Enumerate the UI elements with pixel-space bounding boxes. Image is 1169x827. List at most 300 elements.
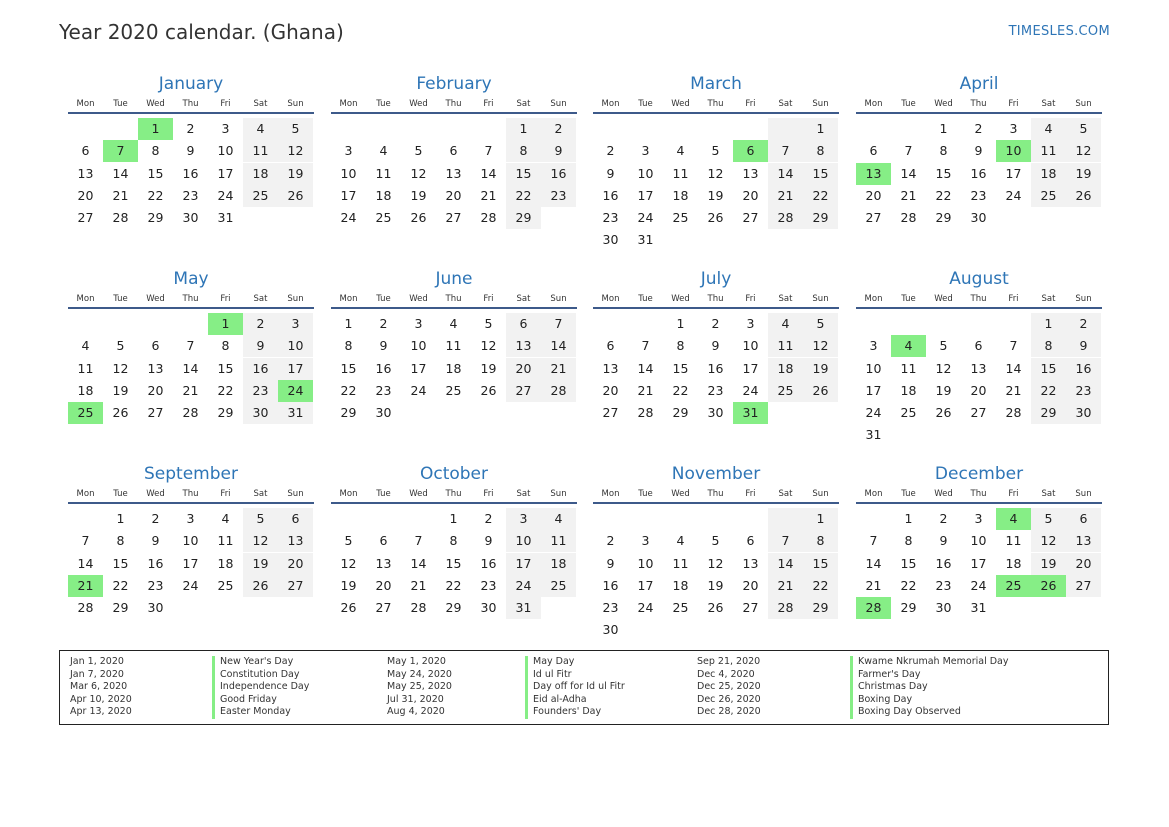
day-cell[interactable]: 3 — [641, 143, 650, 159]
day-cell[interactable]: 19 — [278, 163, 313, 185]
day-cell[interactable]: 16 — [602, 187, 619, 203]
day-cell[interactable]: 9 — [606, 165, 615, 181]
day-cell[interactable]: 12 — [1066, 140, 1101, 162]
day-cell[interactable]: 7 — [414, 533, 423, 549]
day-cell[interactable]: 12 — [480, 338, 497, 354]
day-cell[interactable]: 16 — [935, 555, 952, 571]
day-cell[interactable]: 16 — [970, 165, 987, 181]
day-cell[interactable]: 14 — [768, 553, 803, 575]
day-cell[interactable]: 8 — [803, 140, 838, 162]
day-cell[interactable]: 8 — [939, 143, 948, 159]
day-cell[interactable]: 26 — [480, 382, 497, 398]
day-cell[interactable]: 17 — [340, 187, 357, 203]
day-cell[interactable]: 20 — [742, 577, 759, 593]
day-cell[interactable]: 19 — [480, 360, 497, 376]
day-cell[interactable]: 28 — [182, 405, 199, 421]
day-cell[interactable]: 8 — [506, 140, 541, 162]
day-cell[interactable]: 17 — [637, 187, 654, 203]
day-cell[interactable]: 7 — [641, 338, 650, 354]
day-cell[interactable]: 22 — [1031, 380, 1066, 402]
day-cell[interactable]: 21 — [480, 187, 497, 203]
day-cell[interactable]: 3 — [344, 143, 353, 159]
day-cell[interactable]: 13 — [742, 165, 759, 181]
holiday-day-cell[interactable]: 6 — [733, 140, 768, 162]
day-cell[interactable]: 15 — [900, 555, 917, 571]
holiday-day-cell[interactable]: 31 — [733, 402, 768, 424]
day-cell[interactable]: 18 — [1005, 555, 1022, 571]
day-cell[interactable]: 18 — [77, 382, 94, 398]
day-cell[interactable]: 11 — [217, 533, 234, 549]
day-cell[interactable]: 5 — [711, 533, 720, 549]
day-cell[interactable]: 19 — [243, 553, 278, 575]
day-cell[interactable]: 30 — [480, 600, 497, 616]
day-cell[interactable]: 5 — [803, 313, 838, 335]
day-cell[interactable]: 28 — [410, 600, 427, 616]
day-cell[interactable]: 27 — [970, 405, 987, 421]
day-cell[interactable]: 2 — [974, 121, 983, 136]
day-cell[interactable]: 1 — [939, 121, 948, 136]
day-cell[interactable]: 9 — [243, 335, 278, 357]
day-cell[interactable]: 24 — [970, 577, 987, 593]
day-cell[interactable]: 27 — [506, 380, 541, 402]
day-cell[interactable]: 12 — [278, 140, 313, 162]
day-cell[interactable]: 20 — [375, 577, 392, 593]
day-cell[interactable]: 19 — [1066, 163, 1101, 185]
day-cell[interactable]: 15 — [147, 165, 164, 181]
day-cell[interactable]: 30 — [602, 232, 619, 248]
day-cell[interactable]: 11 — [77, 360, 94, 376]
day-cell[interactable]: 19 — [803, 358, 838, 380]
day-cell[interactable]: 2 — [243, 313, 278, 335]
day-cell[interactable]: 27 — [742, 600, 759, 616]
day-cell[interactable]: 7 — [904, 143, 913, 159]
day-cell[interactable]: 3 — [506, 508, 541, 530]
day-cell[interactable]: 22 — [506, 185, 541, 207]
day-cell[interactable]: 29 — [900, 600, 917, 616]
day-cell[interactable]: 18 — [1031, 163, 1066, 185]
day-cell[interactable]: 1 — [676, 316, 685, 331]
day-cell[interactable]: 15 — [506, 163, 541, 185]
day-cell[interactable]: 1 — [904, 511, 913, 526]
day-cell[interactable]: 22 — [935, 187, 952, 203]
day-cell[interactable]: 18 — [672, 187, 689, 203]
day-cell[interactable]: 19 — [1031, 553, 1066, 575]
day-cell[interactable]: 23 — [541, 185, 576, 207]
holiday-day-cell[interactable]: 13 — [856, 163, 891, 185]
day-cell[interactable]: 23 — [375, 382, 392, 398]
day-cell[interactable]: 22 — [672, 382, 689, 398]
day-cell[interactable]: 1 — [803, 118, 838, 140]
day-cell[interactable]: 21 — [112, 187, 129, 203]
day-cell[interactable]: 11 — [900, 360, 917, 376]
day-cell[interactable]: 22 — [112, 577, 129, 593]
day-cell[interactable]: 3 — [221, 121, 230, 136]
day-cell[interactable]: 21 — [865, 577, 882, 593]
day-cell[interactable]: 10 — [217, 143, 234, 159]
day-cell[interactable]: 11 — [243, 140, 278, 162]
day-cell[interactable]: 6 — [81, 143, 90, 159]
day-cell[interactable]: 24 — [865, 405, 882, 421]
day-cell[interactable]: 16 — [707, 360, 724, 376]
day-cell[interactable]: 28 — [637, 405, 654, 421]
day-cell[interactable]: 20 — [970, 382, 987, 398]
day-cell[interactable]: 26 — [243, 575, 278, 597]
day-cell[interactable]: 9 — [1066, 335, 1101, 357]
day-cell[interactable]: 25 — [375, 210, 392, 226]
day-cell[interactable]: 19 — [340, 577, 357, 593]
holiday-day-cell[interactable]: 4 — [996, 508, 1031, 530]
day-cell[interactable]: 28 — [1005, 405, 1022, 421]
day-cell[interactable]: 5 — [1066, 118, 1101, 140]
day-cell[interactable]: 27 — [742, 210, 759, 226]
day-cell[interactable]: 15 — [340, 360, 357, 376]
day-cell[interactable]: 31 — [865, 427, 882, 443]
day-cell[interactable]: 3 — [1009, 121, 1018, 136]
day-cell[interactable]: 13 — [602, 360, 619, 376]
day-cell[interactable]: 19 — [410, 187, 427, 203]
day-cell[interactable]: 28 — [768, 597, 803, 619]
day-cell[interactable]: 29 — [506, 207, 541, 229]
day-cell[interactable]: 27 — [865, 210, 882, 226]
day-cell[interactable]: 3 — [414, 316, 423, 331]
day-cell[interactable]: 4 — [676, 533, 685, 549]
day-cell[interactable]: 14 — [410, 555, 427, 571]
day-cell[interactable]: 27 — [375, 600, 392, 616]
day-cell[interactable]: 20 — [865, 187, 882, 203]
holiday-day-cell[interactable]: 7 — [103, 140, 138, 162]
day-cell[interactable]: 26 — [340, 600, 357, 616]
day-cell[interactable]: 29 — [445, 600, 462, 616]
day-cell[interactable]: 11 — [1031, 140, 1066, 162]
day-cell[interactable]: 20 — [742, 187, 759, 203]
day-cell[interactable]: 19 — [935, 382, 952, 398]
day-cell[interactable]: 12 — [243, 530, 278, 552]
holiday-day-cell[interactable]: 24 — [278, 380, 313, 402]
day-cell[interactable]: 8 — [221, 338, 230, 354]
day-cell[interactable]: 29 — [340, 405, 357, 421]
day-cell[interactable]: 7 — [869, 533, 878, 549]
day-cell[interactable]: 11 — [768, 335, 803, 357]
day-cell[interactable]: 28 — [480, 210, 497, 226]
day-cell[interactable]: 22 — [900, 577, 917, 593]
day-cell[interactable]: 18 — [768, 358, 803, 380]
day-cell[interactable]: 5 — [939, 338, 948, 354]
day-cell[interactable]: 17 — [742, 360, 759, 376]
day-cell[interactable]: 14 — [865, 555, 882, 571]
day-cell[interactable]: 2 — [606, 143, 615, 159]
holiday-day-cell[interactable]: 1 — [138, 118, 173, 140]
day-cell[interactable]: 9 — [379, 338, 388, 354]
day-cell[interactable]: 13 — [147, 360, 164, 376]
holiday-day-cell[interactable]: 25 — [996, 575, 1031, 597]
day-cell[interactable]: 6 — [449, 143, 458, 159]
day-cell[interactable]: 14 — [541, 335, 576, 357]
day-cell[interactable]: 26 — [410, 210, 427, 226]
brand-link[interactable]: TIMESLES.COM — [1008, 24, 1110, 39]
day-cell[interactable]: 16 — [147, 555, 164, 571]
day-cell[interactable]: 13 — [742, 555, 759, 571]
day-cell[interactable]: 26 — [707, 600, 724, 616]
day-cell[interactable]: 25 — [768, 380, 803, 402]
day-cell[interactable]: 20 — [278, 553, 313, 575]
day-cell[interactable]: 25 — [672, 600, 689, 616]
day-cell[interactable]: 12 — [803, 335, 838, 357]
day-cell[interactable]: 13 — [77, 165, 94, 181]
day-cell[interactable]: 24 — [506, 575, 541, 597]
day-cell[interactable]: 4 — [1031, 118, 1066, 140]
day-cell[interactable]: 30 — [602, 622, 619, 638]
day-cell[interactable]: 14 — [900, 165, 917, 181]
day-cell[interactable]: 10 — [970, 533, 987, 549]
day-cell[interactable]: 20 — [445, 187, 462, 203]
day-cell[interactable]: 2 — [151, 511, 160, 526]
day-cell[interactable]: 17 — [506, 553, 541, 575]
day-cell[interactable]: 27 — [602, 405, 619, 421]
day-cell[interactable]: 7 — [1009, 338, 1018, 354]
day-cell[interactable]: 24 — [340, 210, 357, 226]
day-cell[interactable]: 6 — [974, 338, 983, 354]
day-cell[interactable]: 17 — [865, 382, 882, 398]
day-cell[interactable]: 7 — [768, 530, 803, 552]
day-cell[interactable]: 30 — [243, 402, 278, 424]
day-cell[interactable]: 12 — [707, 165, 724, 181]
day-cell[interactable]: 31 — [506, 597, 541, 619]
day-cell[interactable]: 20 — [147, 382, 164, 398]
day-cell[interactable]: 31 — [278, 402, 313, 424]
day-cell[interactable]: 5 — [711, 143, 720, 159]
day-cell[interactable]: 29 — [112, 600, 129, 616]
day-cell[interactable]: 6 — [151, 338, 160, 354]
day-cell[interactable]: 23 — [243, 380, 278, 402]
day-cell[interactable]: 17 — [637, 577, 654, 593]
day-cell[interactable]: 13 — [1066, 530, 1101, 552]
day-cell[interactable]: 11 — [672, 165, 689, 181]
day-cell[interactable]: 16 — [1066, 358, 1101, 380]
day-cell[interactable]: 6 — [278, 508, 313, 530]
day-cell[interactable]: 18 — [900, 382, 917, 398]
day-cell[interactable]: 11 — [541, 530, 576, 552]
day-cell[interactable]: 6 — [606, 338, 615, 354]
day-cell[interactable]: 7 — [186, 338, 195, 354]
holiday-day-cell[interactable]: 4 — [891, 335, 926, 357]
day-cell[interactable]: 4 — [449, 316, 458, 331]
day-cell[interactable]: 10 — [182, 533, 199, 549]
day-cell[interactable]: 16 — [480, 555, 497, 571]
day-cell[interactable]: 5 — [344, 533, 353, 549]
day-cell[interactable]: 23 — [1066, 380, 1101, 402]
day-cell[interactable]: 20 — [602, 382, 619, 398]
day-cell[interactable]: 24 — [410, 382, 427, 398]
day-cell[interactable]: 11 — [375, 165, 392, 181]
day-cell[interactable]: 9 — [711, 338, 720, 354]
day-cell[interactable]: 30 — [707, 405, 724, 421]
day-cell[interactable]: 9 — [151, 533, 160, 549]
day-cell[interactable]: 5 — [414, 143, 423, 159]
day-cell[interactable]: 10 — [637, 555, 654, 571]
day-cell[interactable]: 14 — [1005, 360, 1022, 376]
day-cell[interactable]: 26 — [1066, 185, 1101, 207]
day-cell[interactable]: 13 — [445, 165, 462, 181]
day-cell[interactable]: 2 — [186, 121, 195, 136]
day-cell[interactable]: 30 — [375, 405, 392, 421]
day-cell[interactable]: 25 — [217, 577, 234, 593]
day-cell[interactable]: 25 — [243, 185, 278, 207]
day-cell[interactable]: 19 — [707, 577, 724, 593]
day-cell[interactable]: 6 — [746, 533, 755, 549]
day-cell[interactable]: 15 — [803, 163, 838, 185]
day-cell[interactable]: 21 — [541, 358, 576, 380]
day-cell[interactable]: 1 — [344, 316, 353, 331]
day-cell[interactable]: 29 — [217, 405, 234, 421]
day-cell[interactable]: 28 — [900, 210, 917, 226]
day-cell[interactable]: 21 — [768, 575, 803, 597]
day-cell[interactable]: 28 — [768, 207, 803, 229]
day-cell[interactable]: 24 — [217, 187, 234, 203]
day-cell[interactable]: 4 — [541, 508, 576, 530]
day-cell[interactable]: 6 — [506, 313, 541, 335]
day-cell[interactable]: 10 — [742, 338, 759, 354]
day-cell[interactable]: 14 — [637, 360, 654, 376]
day-cell[interactable]: 2 — [1066, 313, 1101, 335]
day-cell[interactable]: 7 — [81, 533, 90, 549]
day-cell[interactable]: 21 — [900, 187, 917, 203]
day-cell[interactable]: 15 — [217, 360, 234, 376]
day-cell[interactable]: 15 — [112, 555, 129, 571]
day-cell[interactable]: 23 — [602, 210, 619, 226]
holiday-day-cell[interactable]: 10 — [996, 140, 1031, 162]
day-cell[interactable]: 8 — [676, 338, 685, 354]
day-cell[interactable]: 20 — [506, 358, 541, 380]
day-cell[interactable]: 22 — [445, 577, 462, 593]
day-cell[interactable]: 5 — [484, 316, 493, 331]
day-cell[interactable]: 14 — [77, 555, 94, 571]
day-cell[interactable]: 29 — [1031, 402, 1066, 424]
day-cell[interactable]: 12 — [707, 555, 724, 571]
day-cell[interactable]: 14 — [182, 360, 199, 376]
day-cell[interactable]: 10 — [410, 338, 427, 354]
holiday-day-cell[interactable]: 1 — [208, 313, 243, 335]
day-cell[interactable]: 17 — [410, 360, 427, 376]
day-cell[interactable]: 23 — [707, 382, 724, 398]
day-cell[interactable]: 28 — [112, 210, 129, 226]
day-cell[interactable]: 29 — [672, 405, 689, 421]
day-cell[interactable]: 18 — [672, 577, 689, 593]
holiday-day-cell[interactable]: 25 — [68, 402, 103, 424]
day-cell[interactable]: 4 — [379, 143, 388, 159]
day-cell[interactable]: 13 — [375, 555, 392, 571]
day-cell[interactable]: 30 — [147, 600, 164, 616]
day-cell[interactable]: 16 — [541, 163, 576, 185]
day-cell[interactable]: 23 — [935, 577, 952, 593]
day-cell[interactable]: 3 — [278, 313, 313, 335]
day-cell[interactable]: 7 — [484, 143, 493, 159]
day-cell[interactable]: 27 — [147, 405, 164, 421]
day-cell[interactable]: 21 — [768, 185, 803, 207]
day-cell[interactable]: 15 — [1031, 358, 1066, 380]
day-cell[interactable]: 26 — [278, 185, 313, 207]
day-cell[interactable]: 26 — [803, 380, 838, 402]
day-cell[interactable]: 10 — [340, 165, 357, 181]
day-cell[interactable]: 10 — [637, 165, 654, 181]
day-cell[interactable]: 28 — [541, 380, 576, 402]
day-cell[interactable]: 25 — [541, 575, 576, 597]
day-cell[interactable]: 14 — [768, 163, 803, 185]
day-cell[interactable]: 15 — [935, 165, 952, 181]
day-cell[interactable]: 9 — [541, 140, 576, 162]
day-cell[interactable]: 22 — [340, 382, 357, 398]
day-cell[interactable]: 23 — [602, 600, 619, 616]
day-cell[interactable]: 15 — [803, 553, 838, 575]
day-cell[interactable]: 3 — [974, 511, 983, 526]
day-cell[interactable]: 11 — [1005, 533, 1022, 549]
day-cell[interactable]: 9 — [186, 143, 195, 159]
day-cell[interactable]: 29 — [147, 210, 164, 226]
day-cell[interactable]: 17 — [1005, 165, 1022, 181]
day-cell[interactable]: 7 — [541, 313, 576, 335]
day-cell[interactable]: 12 — [112, 360, 129, 376]
day-cell[interactable]: 5 — [278, 118, 313, 140]
day-cell[interactable]: 5 — [116, 338, 125, 354]
day-cell[interactable]: 22 — [147, 187, 164, 203]
day-cell[interactable]: 29 — [803, 597, 838, 619]
day-cell[interactable]: 23 — [480, 577, 497, 593]
day-cell[interactable]: 12 — [1031, 530, 1066, 552]
day-cell[interactable]: 10 — [278, 335, 313, 357]
day-cell[interactable]: 16 — [182, 165, 199, 181]
day-cell[interactable]: 25 — [1031, 185, 1066, 207]
day-cell[interactable]: 4 — [676, 143, 685, 159]
day-cell[interactable]: 2 — [541, 118, 576, 140]
day-cell[interactable]: 22 — [217, 382, 234, 398]
day-cell[interactable]: 14 — [112, 165, 129, 181]
day-cell[interactable]: 27 — [1066, 575, 1101, 597]
day-cell[interactable]: 4 — [243, 118, 278, 140]
day-cell[interactable]: 12 — [410, 165, 427, 181]
holiday-day-cell[interactable]: 26 — [1031, 575, 1066, 597]
day-cell[interactable]: 1 — [449, 511, 458, 526]
day-cell[interactable]: 12 — [935, 360, 952, 376]
day-cell[interactable]: 1 — [803, 508, 838, 530]
day-cell[interactable]: 31 — [217, 210, 234, 226]
day-cell[interactable]: 4 — [221, 511, 230, 526]
day-cell[interactable]: 29 — [803, 207, 838, 229]
day-cell[interactable]: 2 — [939, 511, 948, 526]
day-cell[interactable]: 24 — [637, 210, 654, 226]
day-cell[interactable]: 27 — [278, 575, 313, 597]
day-cell[interactable]: 21 — [410, 577, 427, 593]
day-cell[interactable]: 24 — [1005, 187, 1022, 203]
day-cell[interactable]: 5 — [1031, 508, 1066, 530]
day-cell[interactable]: 26 — [707, 210, 724, 226]
day-cell[interactable]: 16 — [602, 577, 619, 593]
day-cell[interactable]: 18 — [541, 553, 576, 575]
day-cell[interactable]: 9 — [484, 533, 493, 549]
day-cell[interactable]: 30 — [1066, 402, 1101, 424]
day-cell[interactable]: 24 — [637, 600, 654, 616]
day-cell[interactable]: 20 — [77, 187, 94, 203]
day-cell[interactable]: 3 — [641, 533, 650, 549]
day-cell[interactable]: 6 — [379, 533, 388, 549]
day-cell[interactable]: 9 — [606, 555, 615, 571]
day-cell[interactable]: 21 — [182, 382, 199, 398]
day-cell[interactable]: 17 — [182, 555, 199, 571]
day-cell[interactable]: 30 — [970, 210, 987, 226]
holiday-day-cell[interactable]: 28 — [856, 597, 891, 619]
holiday-day-cell[interactable]: 21 — [68, 575, 103, 597]
day-cell[interactable]: 25 — [672, 210, 689, 226]
day-cell[interactable]: 12 — [340, 555, 357, 571]
day-cell[interactable]: 11 — [672, 555, 689, 571]
